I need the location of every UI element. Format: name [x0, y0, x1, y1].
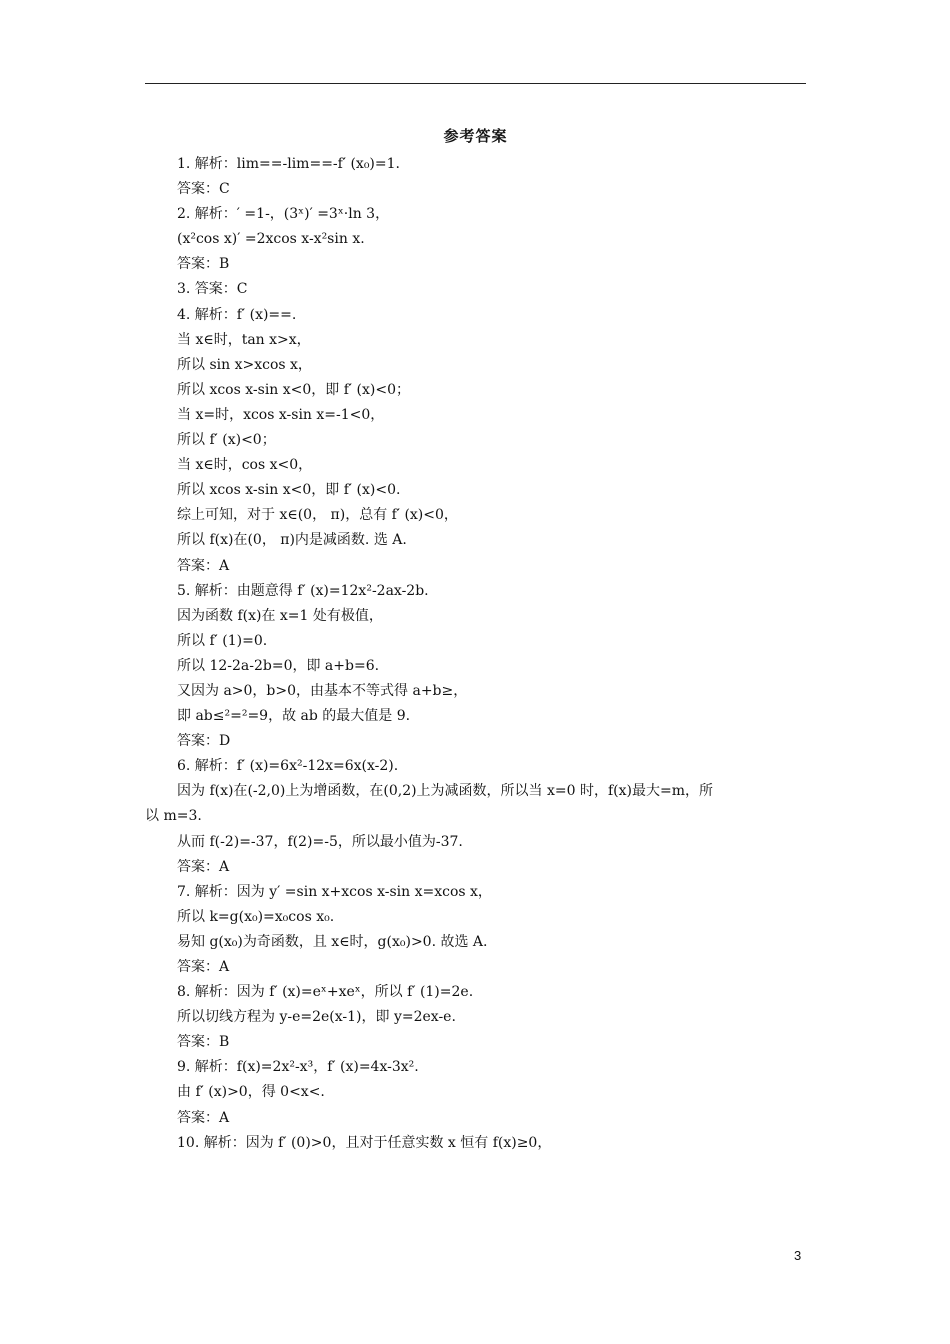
text-line: 易知 g(x₀)为奇函数，且 x∈时，g(x₀)>0. 故选 A.	[177, 933, 488, 950]
text-line: 从而 f(-2)=-37，f(2)=-5，所以最小值为-37.	[177, 833, 463, 850]
text-line: 综上可知，对于 x∈(0， π)，总有 f′ (x)<0，	[177, 507, 458, 524]
text-line: 7. 解析：因为 y′ =sin x+xcos x-sin x=xcos x，	[177, 883, 492, 900]
text-line: 1. 解析：lim==-lim==-f′ (x₀)=1.	[177, 156, 400, 172]
text-line: 所以切线方程为 y-e=2e(x-1)，即 y=2ex-e.	[177, 1009, 456, 1026]
text-line: 即 ab≤²=²=9，故 ab 的最大值是 9.	[177, 708, 411, 725]
header-rule	[145, 83, 806, 84]
text-line: 当 x∈时，cos x<0，	[177, 457, 313, 474]
text-line: 所以 sin x>xcos x，	[177, 356, 312, 373]
text-line-continuation: 以 m=3.	[145, 808, 202, 825]
text-line: 9. 解析：f(x)=2x²-x³，f′ (x)=4x-3x².	[177, 1059, 419, 1076]
text-line: 答案：B	[177, 1034, 230, 1051]
text-line: 答案：C	[177, 181, 230, 198]
text-line: 6. 解析：f′ (x)=6x²-12x=6x(x-2).	[177, 758, 399, 775]
text-line: 答案：A	[177, 959, 230, 975]
text-line: 答案：A	[177, 858, 230, 875]
text-line: 2. 解析：′ =1-，(3ˣ)′ =3ˣ·ln 3，	[177, 206, 390, 223]
text-line: 当 x∈时，tan x>x，	[177, 331, 311, 348]
text-line: 因为 f(x)在(-2,0)上为增函数，在(0,2)上为减函数，所以当 x=0 时，f(x)最大=m，所	[177, 783, 713, 800]
text-line: 4. 解析：f′ (x)==.	[177, 306, 297, 323]
text-line: 当 x=时，xcos x-sin x=-1<0，	[177, 406, 385, 423]
text-line: 由 f′ (x)>0，得 0<x<.	[177, 1084, 325, 1101]
text-line: 3. 答案：C	[177, 281, 248, 298]
answer-body	[145, 152, 815, 1156]
text-line: 所以 f′ (x)<0；	[177, 432, 276, 449]
text-line: 所以 f(x)在(0， π)内是减函数. 选 A.	[177, 532, 407, 549]
text-line: 答案：A	[177, 1109, 230, 1126]
text-line: 8. 解析：因为 f′ (x)=eˣ+xeˣ，所以 f′ (1)=2e.	[177, 984, 474, 1001]
text-line: 所以 k=g(x₀)=x₀cos x₀.	[177, 908, 335, 925]
text-line: 因为函数 f(x)在 x=1 处有极值，	[177, 607, 383, 624]
text-line: 又因为 a>0，b>0，由基本不等式得 a+b≥，	[177, 682, 468, 699]
text-line: 5. 解析：由题意得 f′ (x)=12x²-2ax-2b.	[177, 582, 429, 599]
text-line: 答案：B	[177, 256, 230, 273]
page-number: 3	[794, 1248, 802, 1263]
page-title: 参考答案	[443, 127, 508, 145]
text-line: 所以 xcos x-sin x<0，即 f′ (x)<0；	[177, 381, 411, 398]
text-line: (x²cos x)′ =2xcos x-x²sin x.	[177, 231, 365, 248]
text-line: 答案：D	[177, 733, 231, 750]
text-line: 所以 xcos x-sin x<0，即 f′ (x)<0.	[177, 482, 401, 499]
text-line: 所以 f′ (1)=0.	[177, 632, 268, 649]
text-line: 所以 12-2a-2b=0，即 a+b=6.	[177, 657, 380, 674]
text-line: 10. 解析：因为 f′ (0)>0，且对于任意实数 x 恒有 f(x)≥0，	[177, 1134, 552, 1151]
text-line: 答案：A	[177, 557, 230, 574]
